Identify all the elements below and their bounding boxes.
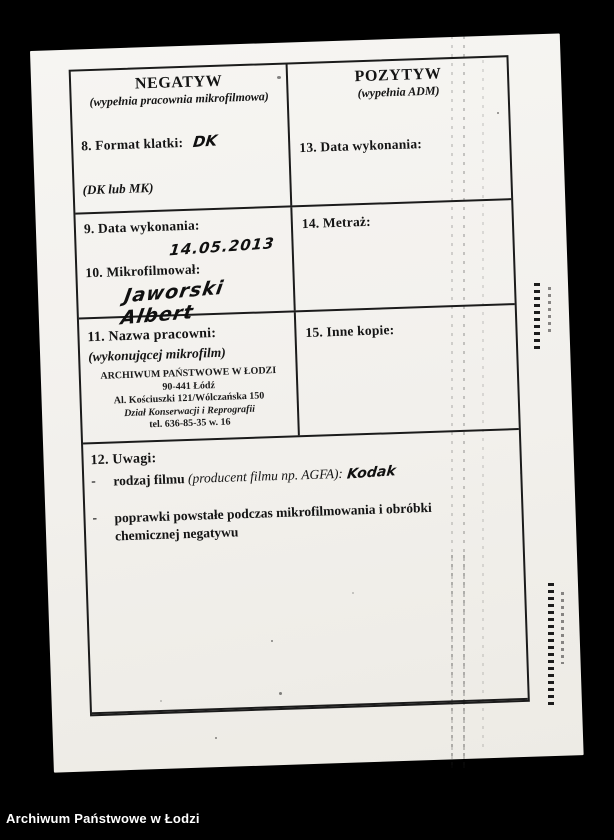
uwagi-label: 12. Uwagi: — [90, 451, 157, 469]
uwagi-item2-text: poprawki powstałe podczas mikrofilmowania i obróbki chemicznej negatywu — [114, 499, 433, 544]
row-uwagi — [83, 438, 527, 714]
scratch-line — [451, 555, 453, 767]
paper-speck — [160, 700, 162, 702]
film-edge-marks — [534, 283, 540, 351]
cell-data-mikrofilmowal — [75, 207, 295, 330]
cell-inne-kopie — [296, 305, 519, 435]
cell-nazwa-pracowni — [79, 312, 300, 442]
format-klatki-note: (DK lub MK) — [82, 179, 154, 198]
paper-speck — [520, 472, 522, 474]
archive-caption: Archiwum Państwowe w Łodzi — [6, 811, 200, 826]
cell-pozytyw — [288, 57, 512, 205]
scratch-line — [482, 60, 484, 750]
field-format-klatki — [81, 130, 281, 156]
paper-speck — [215, 737, 217, 739]
microfilm-form-table — [69, 55, 530, 716]
uwagi-item1-dash: - — [91, 473, 97, 489]
scratch-line — [463, 555, 465, 767]
archive-address-stamp — [89, 365, 290, 434]
mikrofilmowal-signature: Jaworski Albert — [119, 276, 226, 330]
negatyw-subtitle: (wypełnia pracownia mikrofilmowa) — [89, 89, 270, 110]
paper-speck — [497, 112, 499, 114]
paper-speck — [279, 692, 282, 695]
metraz-label: 14. Metraż: — [301, 213, 372, 232]
rodzaj-filmu-label: rodzaj filmu — [113, 471, 185, 489]
stamp-line-postcode: 90-441 Łódź — [162, 379, 216, 393]
rodzaj-filmu-handwritten-value: Kodak — [345, 463, 397, 483]
pozytyw-subtitle: (wypełnia ADM) — [357, 83, 440, 101]
uwagi-item2-dash: - — [92, 510, 98, 526]
uwagi-item-poprawki — [92, 496, 522, 546]
row-data-mikrofilmowal — [75, 200, 514, 330]
data-wykonania-handwritten-date: 14.05.2013 — [168, 234, 276, 260]
uwagi-item1-text — [113, 463, 396, 490]
mikrofilmowal-label: 10. Mikrofilmował: — [85, 261, 201, 281]
stamp-line-archive-name: ARCHIWUM PAŃSTWOWE W ŁODZI — [100, 365, 277, 382]
pozytyw-title: POZYTYW — [354, 65, 442, 86]
scanned-form-page — [30, 33, 584, 772]
format-klatki-handwritten-value: DK — [192, 131, 219, 152]
row-header-format — [71, 57, 512, 214]
paper-speck — [352, 592, 354, 594]
data-wykonania-13-label: 13. Data wykonania: — [299, 136, 423, 156]
stamp-line-phone: tel. 636-85-35 w. 16 — [149, 416, 231, 431]
film-edge-marks — [548, 583, 554, 709]
inne-kopie-label: 15. Inne kopie: — [305, 322, 395, 341]
format-klatki-label: 8. Format klatki: — [80, 134, 184, 154]
film-edge-marks — [548, 287, 551, 333]
stamp-line-department: Dział Konserwacji i Reprografii — [123, 403, 256, 419]
nazwa-pracowni-label: 11. Nazwa pracowni: — [87, 325, 217, 346]
paper-speck — [271, 640, 273, 642]
rodzaj-filmu-hint: (producent filmu np. AGFA): — [187, 465, 344, 486]
paper-speck — [277, 76, 281, 79]
cell-negatyw — [71, 64, 293, 212]
nazwa-pracowni-sublabel: (wykonującej mikrofilm) — [87, 344, 226, 365]
film-edge-marks — [561, 592, 564, 664]
stamp-line-street: Al. Kościuszki 121/Wólczańska 150 — [113, 390, 265, 407]
negatyw-title: NEGATYW — [134, 72, 223, 93]
data-wykonania-9-label: 9. Data wykonania: — [83, 217, 200, 237]
